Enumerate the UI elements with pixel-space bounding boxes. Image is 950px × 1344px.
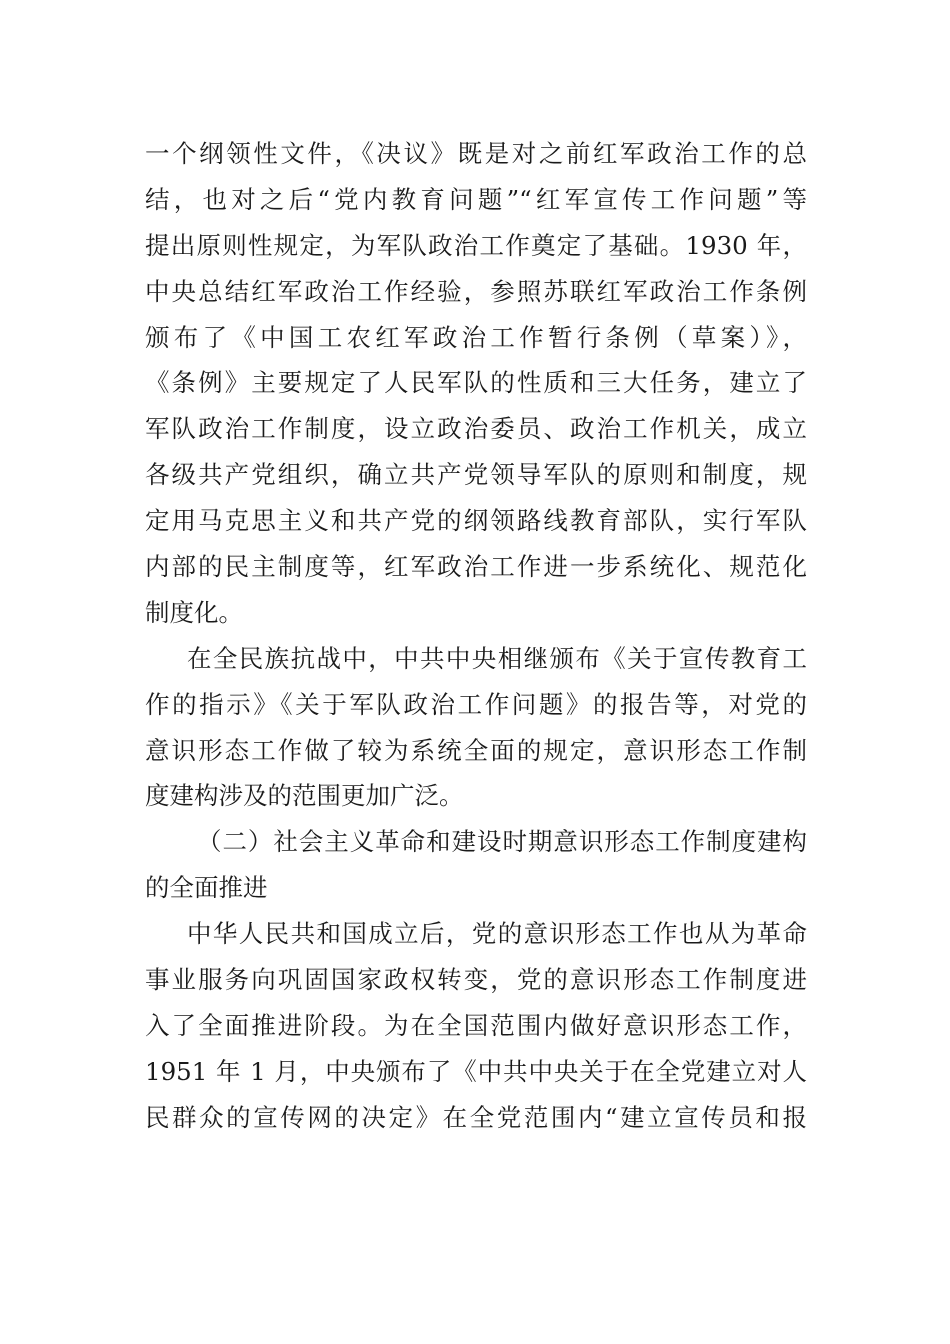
text-line: 结，也对之后“党内教育问题”“红军宣传工作问题”等: [145, 184, 807, 214]
text-line: 内部的民主制度等，红军政治工作进一步系统化、规范化: [145, 552, 807, 582]
text-line: 颁布了《中国工农红军政治工作暂行条例（草案）》，: [145, 322, 807, 352]
text-line: 提出原则性规定，为军队政治工作奠定了基础。1930 年，: [145, 230, 807, 260]
text-line: 军队政治工作制度，设立政治委员、政治工作机关，成立: [145, 414, 807, 444]
text-line: 中华人民共和国成立后，党的意识形态工作也从为革命: [187, 919, 807, 949]
section-heading-line: （二）社会主义革命和建设时期意识形态工作制度建构: [197, 827, 807, 857]
text-line: 入了全面推进阶段。为在全国范围内做好意识形态工作，: [145, 1010, 807, 1040]
text-line: 制度化。: [145, 597, 243, 627]
body-text: [145, 131, 807, 1141]
text-line: 作的指示》《关于军队政治工作问题》的报告等，对党的: [145, 689, 807, 719]
text-line: 各级共产党组织，确立共产党领导军队的原则和制度，规: [145, 460, 807, 490]
text-line: 度建构涉及的范围更加广泛。: [145, 781, 464, 811]
text-line: 1951 年 1 月，中央颁布了《中共中央关于在全党建立对人: [145, 1056, 807, 1086]
text-line: 在全民族抗战中，中共中央相继颁布《关于宣传教育工: [187, 643, 807, 673]
text-line: 事业服务向巩固国家政权转变，党的意识形态工作制度进: [145, 965, 807, 995]
text-line: 定用马克思主义和共产党的纲领路线教育部队，实行军队: [145, 506, 807, 536]
text-line: 意识形态工作做了较为系统全面的规定，意识形态工作制: [145, 735, 807, 765]
section-heading-line: 的全面推进: [145, 873, 268, 903]
text-line: 一个纲领性文件，《决议》既是对之前红军政治工作的总: [145, 139, 807, 168]
text-line: 民群众的宣传网的决定》在全党范围内“建立宣传员和报: [145, 1102, 807, 1132]
text-line: 中央总结红军政治工作经验，参照苏联红军政治工作条例: [145, 276, 807, 306]
text-line: 《条例》主要规定了人民军队的性质和三大任务，建立了: [145, 368, 807, 398]
